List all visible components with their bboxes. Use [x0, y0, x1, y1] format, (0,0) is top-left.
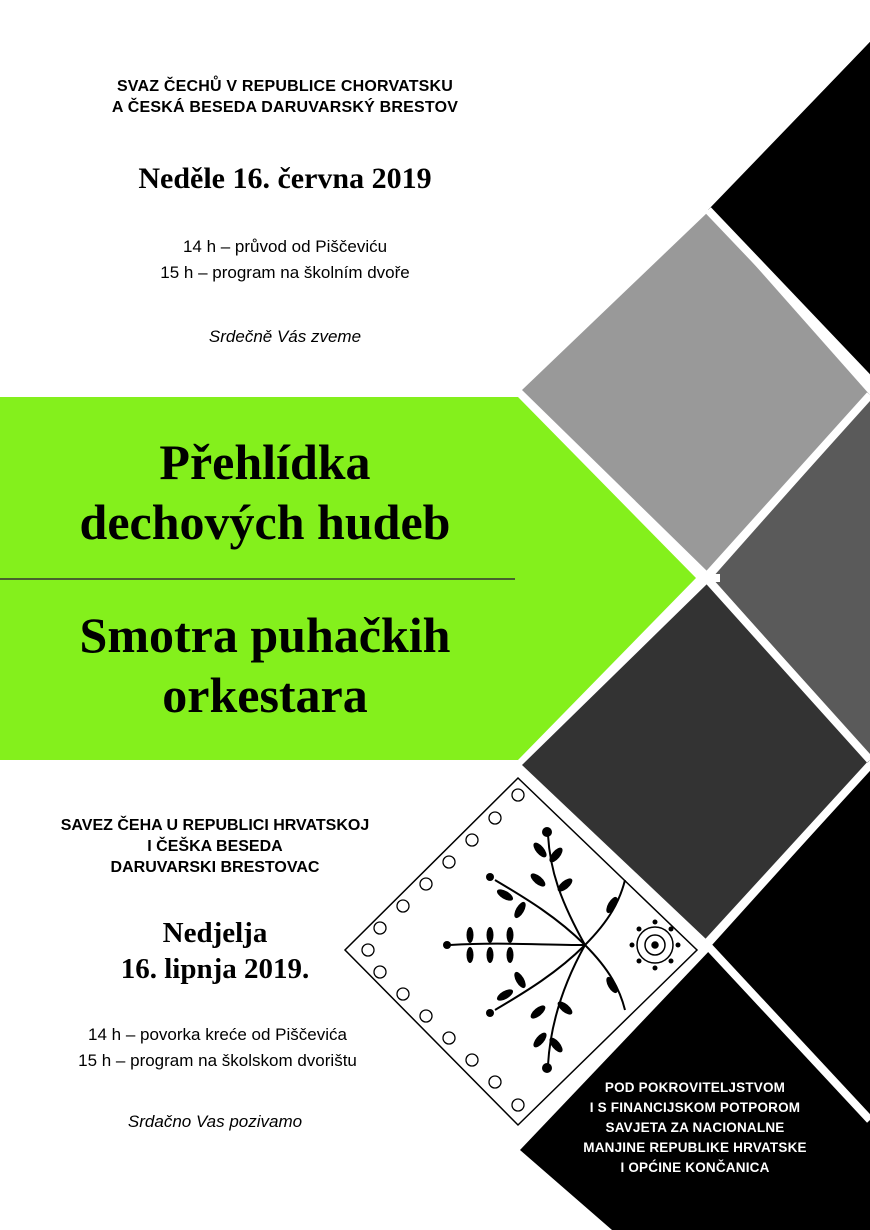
croatian-date: [40, 915, 390, 987]
czech-organizers: [80, 76, 490, 118]
sponsor-line: I OPĆINE KONČANICA: [620, 1160, 770, 1175]
sponsor-line: POD POKROVITELJSTVOM: [604, 1080, 786, 1095]
czech-title-line: Přehlídka: [159, 434, 371, 490]
croatian-schedule-item: 14 h – povorka kreće od Piščevića: [88, 1025, 347, 1044]
czech-organizer-line: SVAZ ČECHŮ V REPUBLICE CHORVATSKU: [116, 78, 454, 95]
sponsor-line: MANJINE REPUBLIKE HRVATSKE: [583, 1140, 807, 1155]
czech-invitation: Srdečně Vás zveme: [208, 327, 362, 346]
sponsor-line: SAVJETA ZA NACIONALNE: [605, 1120, 785, 1135]
croatian-title-line: Smotra puhačkih: [79, 607, 451, 663]
croatian-date-line: Nedjelja: [162, 917, 268, 949]
croatian-organizer-line: DARUVARSKI BRESTOVAC: [110, 859, 320, 876]
sponsor-line: I S FINANCIJSKOM POTPOROM: [589, 1100, 801, 1115]
sponsor-note: [570, 1078, 820, 1178]
czech-title: [0, 432, 530, 552]
czech-schedule-item: 14 h – průvod od Piščeviću: [182, 237, 388, 256]
czech-schedule: [70, 234, 500, 286]
croatian-invitation: Srdačno Vas pozivamo: [127, 1112, 303, 1131]
croatian-title-line: orkestara: [162, 667, 368, 723]
czech-title-line: dechových hudeb: [79, 494, 451, 550]
croatian-title: [0, 605, 530, 725]
croatian-organizers: [30, 815, 400, 878]
czech-date: Neděle 16. června 2019: [138, 162, 432, 195]
croatian-organizer-line: I ČEŠKA BESEDA: [147, 838, 283, 855]
czech-schedule-item: 15 h – program na školním dvoře: [160, 263, 410, 282]
croatian-schedule-item: 15 h – program na školskom dvorištu: [78, 1051, 357, 1070]
croatian-organizer-line: SAVEZ ČEHA U REPUBLICI HRVATSKOJ: [60, 817, 370, 834]
croatian-schedule: [25, 1022, 410, 1074]
croatian-date-line: 16. lipnja 2019.: [120, 953, 310, 985]
czech-organizer-line: A ČESKÁ BESEDA DARUVARSKÝ BRESTOV: [111, 99, 459, 116]
